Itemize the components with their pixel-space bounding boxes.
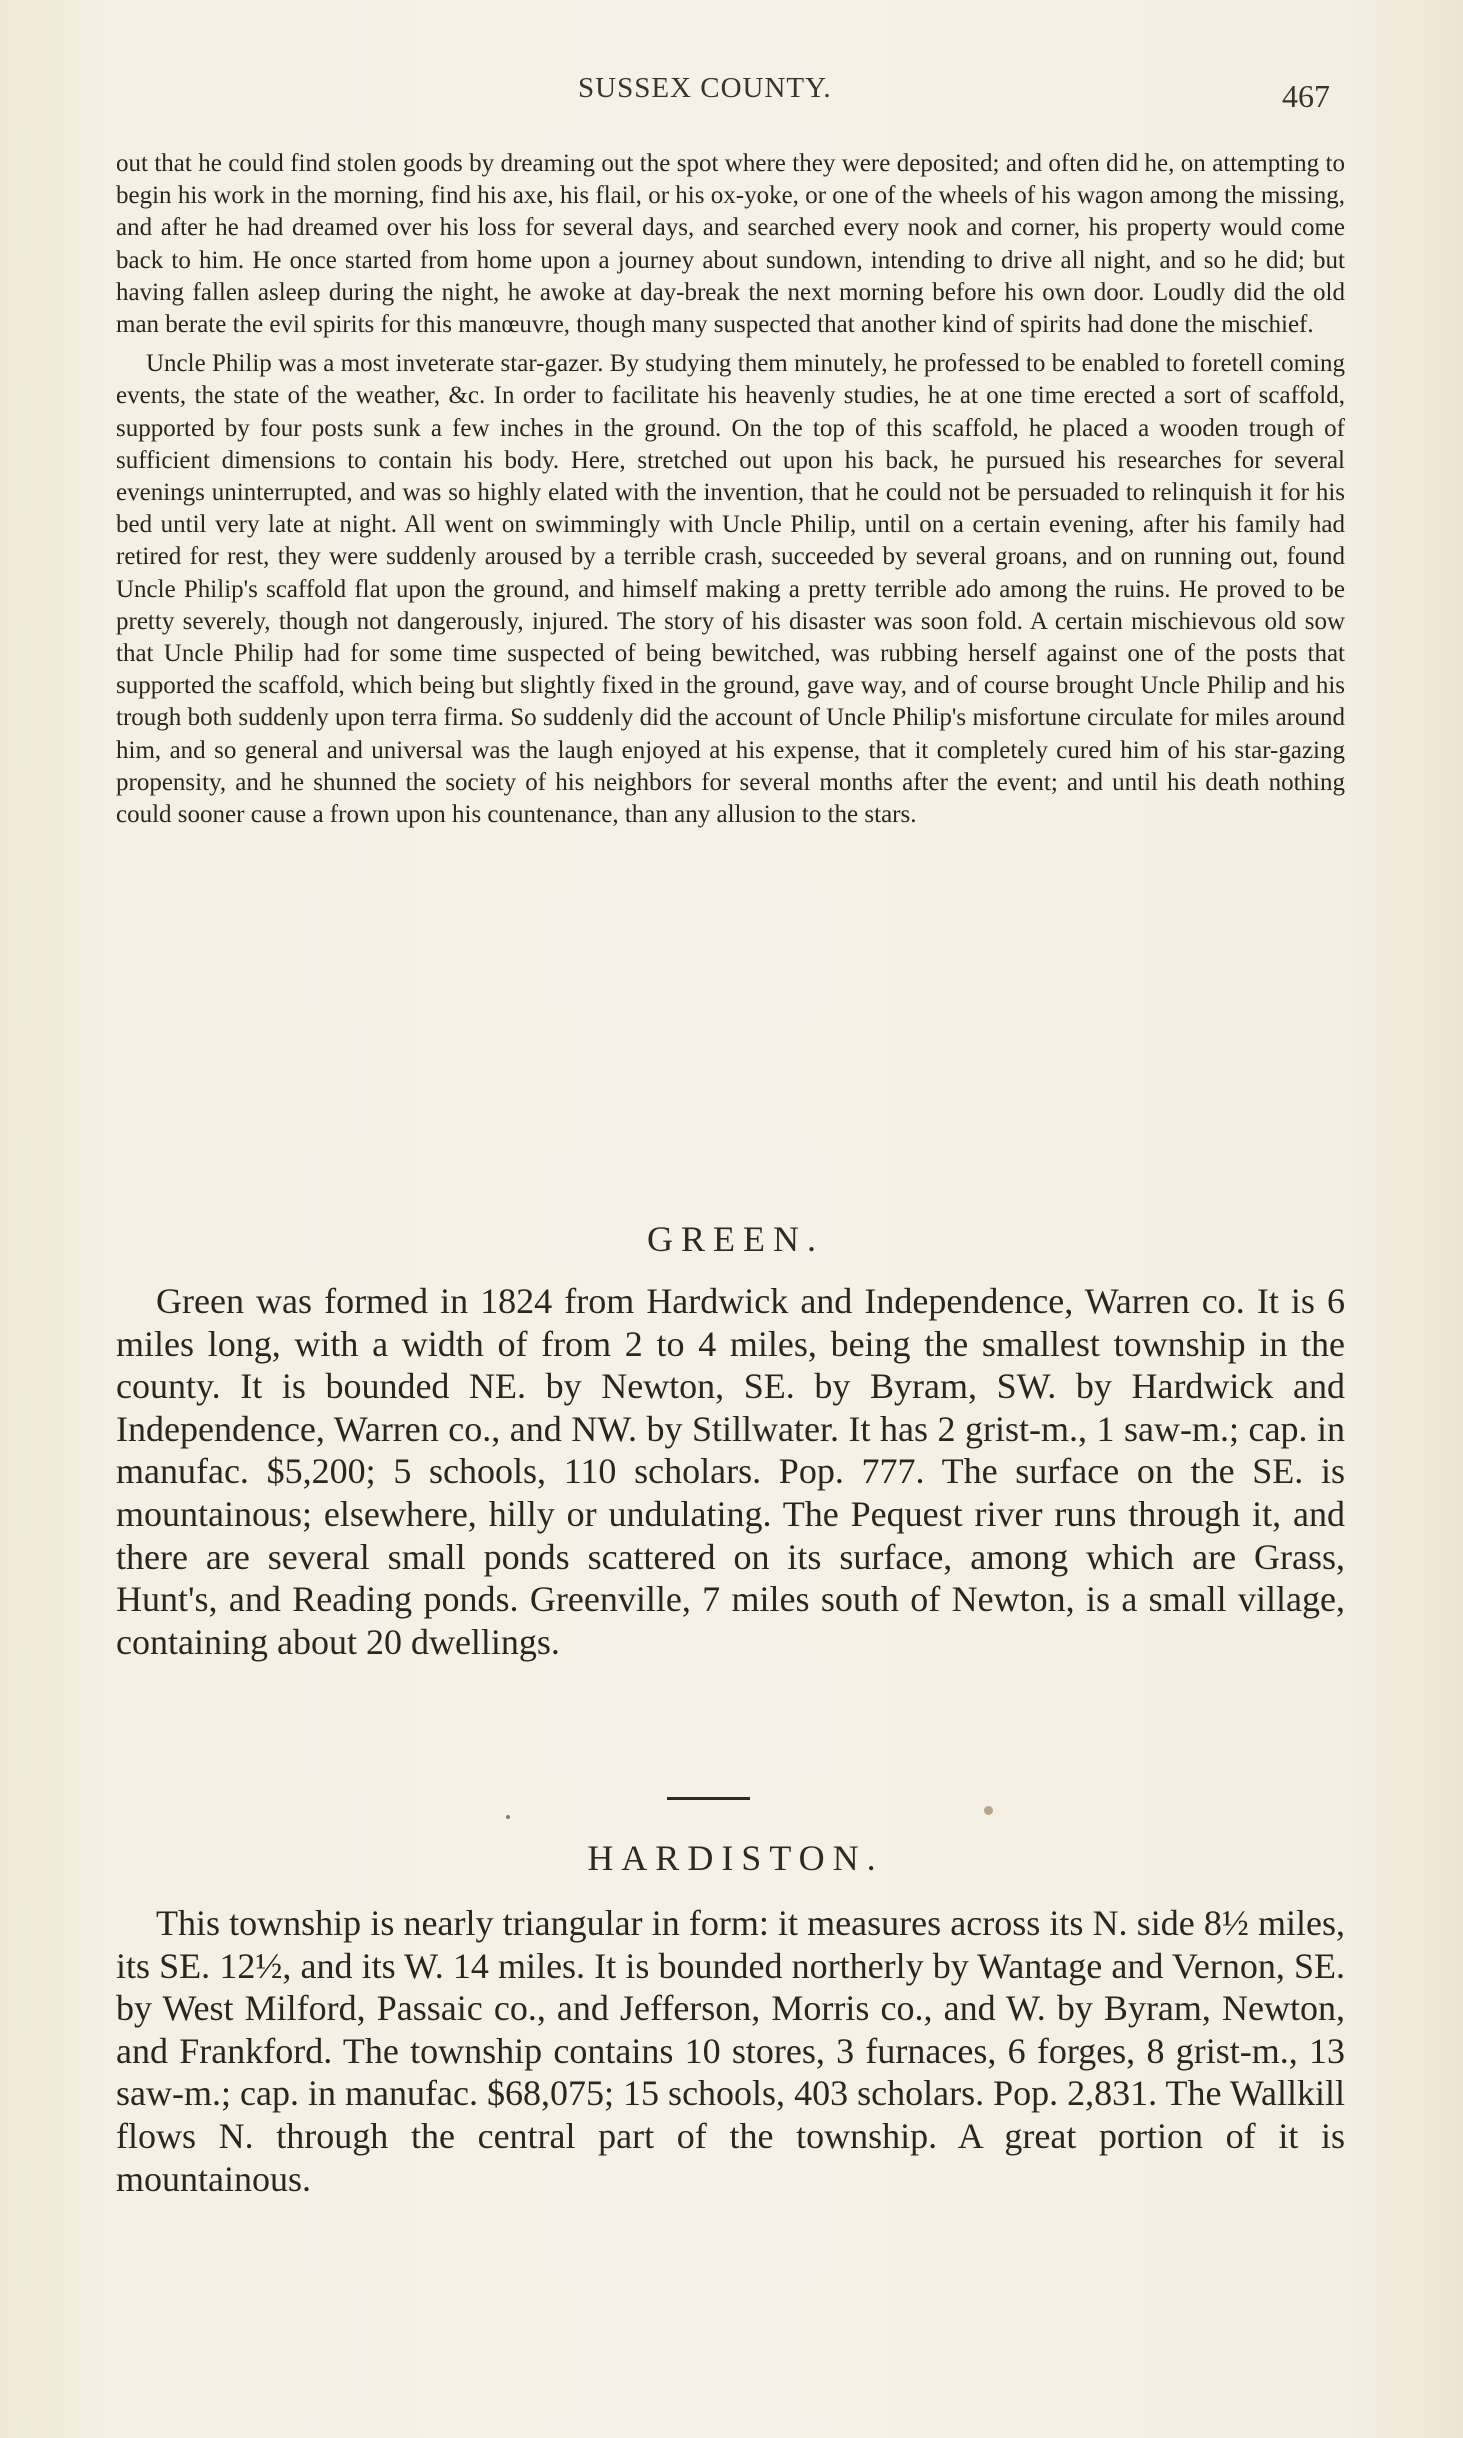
section-body-hardiston: This township is nearly triangular in form: it measures across its N. side 8½ miles, its SE. 12½, and its W. 14 miles. It is bounded northerly by Wantage and Vernon, SE. by West Milford, Passaic co., and Jefferson, Morris co., and W. by Byram, Newton, and Frankford. The township contains 10 stores, 3 furnaces, 6 forges, 8 grist-m., 13 saw-m.; cap. in manufac. $68,075; 15 schools, 403 scholars. Pop. 2,831. The Wallkill flows N. through the central part of the township. A great portion of it is mountainous. [116, 1903, 1345, 2199]
section-body-green: Green was formed in 1824 from Hardwick and Independence, Warren co. It is 6 miles long, with a width of from 2 to 4 miles, being the smallest township in the county. It is bounded NE. by Newton, SE. by Byram, SW. by Hardwick and Independence, Warren co., and NW. by Stillwater. It has 2 grist-m., 1 saw-m.; cap. in manufac. $5,200; 5 schools, 110 scholars. Pop. 777. The surface on the SE. is mountainous; elsewhere, hilly or undulating. The Pequest river runs through it, and there are several small ponds scattered on its surface, among which are Grass, Hunt's, and Reading ponds. Greenville, 7 miles south of Newton, is a small village, containing about 20 dwellings. [116, 1281, 1345, 1662]
ink-speck [506, 1815, 510, 1819]
continued-text-block [116, 148, 1345, 831]
paragraph-star-gazer: Uncle Philip was a most inveterate star-gazer. By studying them minutely, he professed to be enabled to foretell coming events, the state of the weather, &c. In order to facilitate his heavenly studies, he at one time erected a sort of scaffold, supported by four posts sunk a few inches in the ground. On the top of this scaffold, he placed a wooden trough of sufficient dimensions to contain his body. Here, stretched out upon his back, he pursued his researches for several evenings uninterrupted, and was so highly elated with the invention, that he could not be persuaded to relinquish it for his bed until very late at night. All went on swimmingly with Uncle Philip, until on a certain evening, after his family had retired for rest, they were suddenly aroused by a terrible crash, succeeded by several groans, and on running out, found Uncle Philip's scaffold flat upon the ground, and himself making a pretty terrible ado among the ruins. He proved to be pretty severely, though not dangerously, injured. The story of his disaster was soon fold. A certain mischievous old sow that Uncle Philip had for some time suspected of being bewitched, was rubbing herself against one of the posts that supported the scaffold, which being but slightly fixed in the ground, gave way, and of course brought Uncle Philip and his trough both suddenly upon terra firma. So suddenly did the account of Uncle Philip's misfortune circulate for miles around him, and so general and universal was the laugh enjoyed at his expense, that it completely cured him of his star-gazing propensity, and he shunned the society of his neighbors for several months after the event; and until his death nothing could sooner cause a frown upon his countenance, than any allusion to the stars. [116, 350, 1345, 829]
paragraph-dreaming: out that he could find stolen goods by dreaming out the spot where they were deposited; and often did he, on attempting to begin his work in the morning, find his axe, his flail, or his ox-yoke, or one of the wheels of his wagon among the missing, and after he had dreamed over his loss for several days, and searched every nook and corner, his property would come back to him. He once started from home upon a journey about sundown, intending to drive all night, and so he did; but having fallen asleep during the night, he awoke at day-break the next morning before his own door. Loudly did the old man berate the evil spirits for this manœuvre, though many suspected that another kind of spirits had done the mischief. [116, 150, 1345, 339]
section-body-green-block [116, 1280, 1345, 1663]
section-title-green: GREEN. [647, 1219, 824, 1259]
ink-speck [984, 1806, 993, 1815]
section-title-hardiston: HARDISTON. [587, 1838, 884, 1878]
section-body-hardiston-block [116, 1902, 1345, 2200]
running-head: SUSSEX COUNTY. [578, 72, 832, 104]
section-divider-rule [667, 1797, 750, 1800]
page-number: 467 [1282, 78, 1330, 114]
